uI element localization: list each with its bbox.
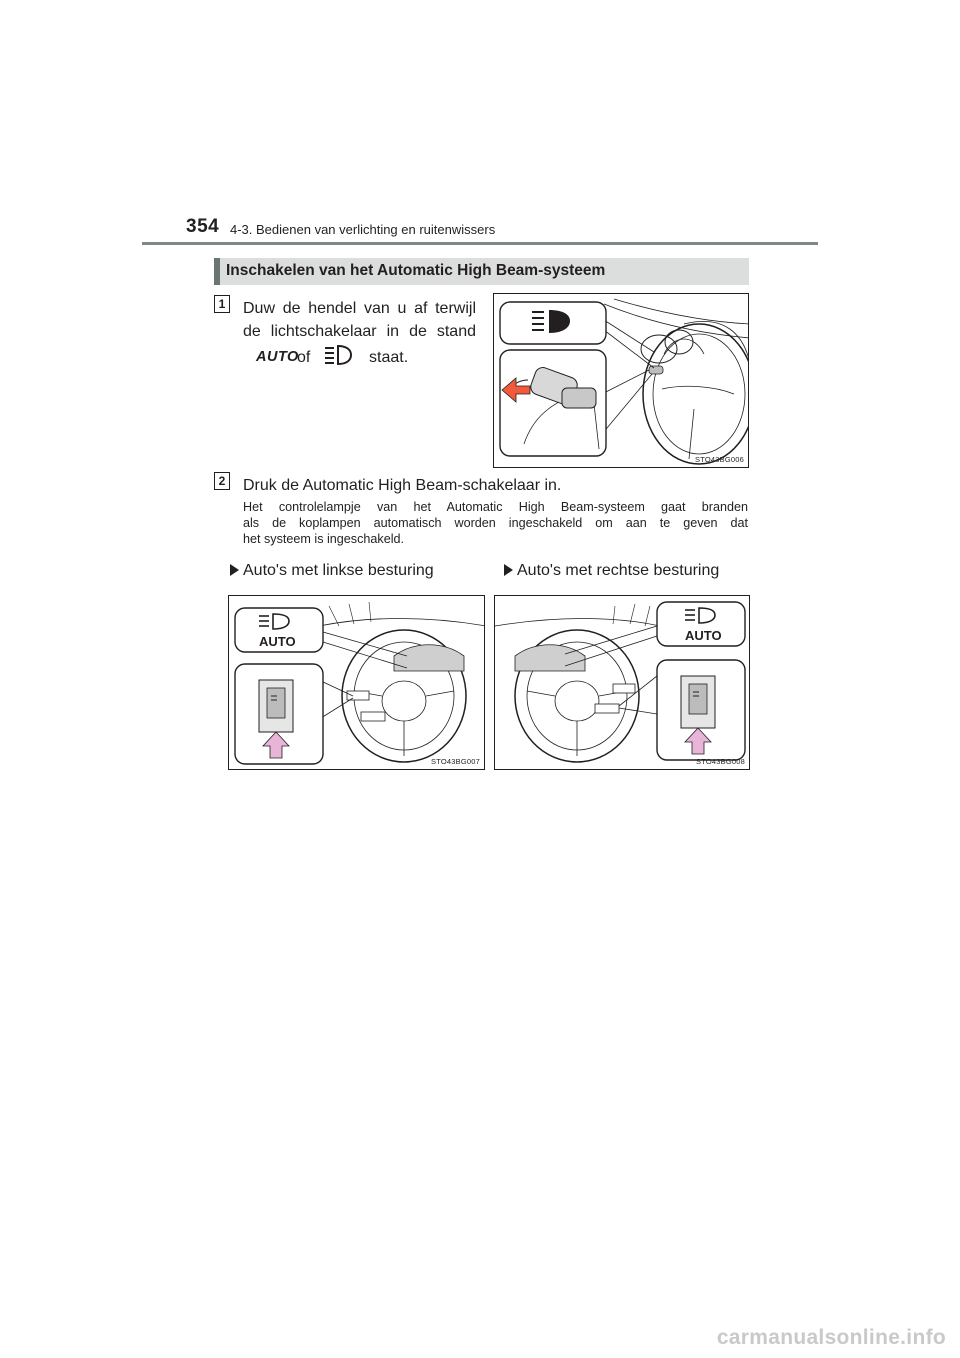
page-number: 354 <box>186 216 220 237</box>
step-1-line-1: Duw de hendel van u af terwijl <box>243 300 476 317</box>
step-2-note-line-1: Het controlelampje van het Automatic High Beam-systeem gaat branden <box>243 500 748 514</box>
auto-position-symbol: AUTO <box>256 349 299 365</box>
watermark: carmanualsonline.info <box>716 1326 946 1349</box>
section-title-bar <box>214 258 749 285</box>
step-2-number: 2 <box>214 472 230 490</box>
header-rule <box>142 242 818 245</box>
step-2-note-line-3: het systeem is ingeschakeld. <box>243 532 405 546</box>
bullet-triangle-icon <box>504 564 513 576</box>
rhd-illustration <box>495 596 750 770</box>
figure-code-1: STO43BG006 <box>695 455 744 464</box>
lhd-figure <box>228 595 485 770</box>
step-1-line-2: de lichtschakelaar in de stand <box>243 323 476 340</box>
step-1-of: of <box>297 349 311 366</box>
auto-button-text: AUTO <box>259 634 296 649</box>
step-1-staat: staat. <box>369 349 409 366</box>
auto-button-text: AUTO <box>685 628 722 643</box>
lever-figure <box>493 293 749 468</box>
lever-illustration <box>494 294 749 468</box>
section-title: Inschakelen van het Automatic High Beam-systeem <box>226 262 606 279</box>
rhd-figure <box>494 595 750 770</box>
headlight-icon <box>323 344 353 366</box>
step-1-number: 1 <box>214 295 230 313</box>
step-2-text: Druk de Automatic High Beam-schakelaar in. <box>243 477 562 494</box>
section-header: 4-3. Bedienen van verlichting en ruitenwissers <box>230 222 496 237</box>
left-hand-drive-label: Auto's met linkse besturing <box>243 562 434 579</box>
figure-code-2: STO43BG007 <box>431 757 480 766</box>
figure-code-3: STO43BG008 <box>696 757 745 766</box>
step-2-note-line-2: als de koplampen automatisch worden ingeschakeld om aan te geven dat <box>243 516 748 530</box>
bullet-triangle-icon <box>230 564 239 576</box>
lhd-illustration <box>229 596 485 770</box>
title-accent <box>214 258 220 285</box>
right-hand-drive-label: Auto's met rechtse besturing <box>517 562 720 579</box>
